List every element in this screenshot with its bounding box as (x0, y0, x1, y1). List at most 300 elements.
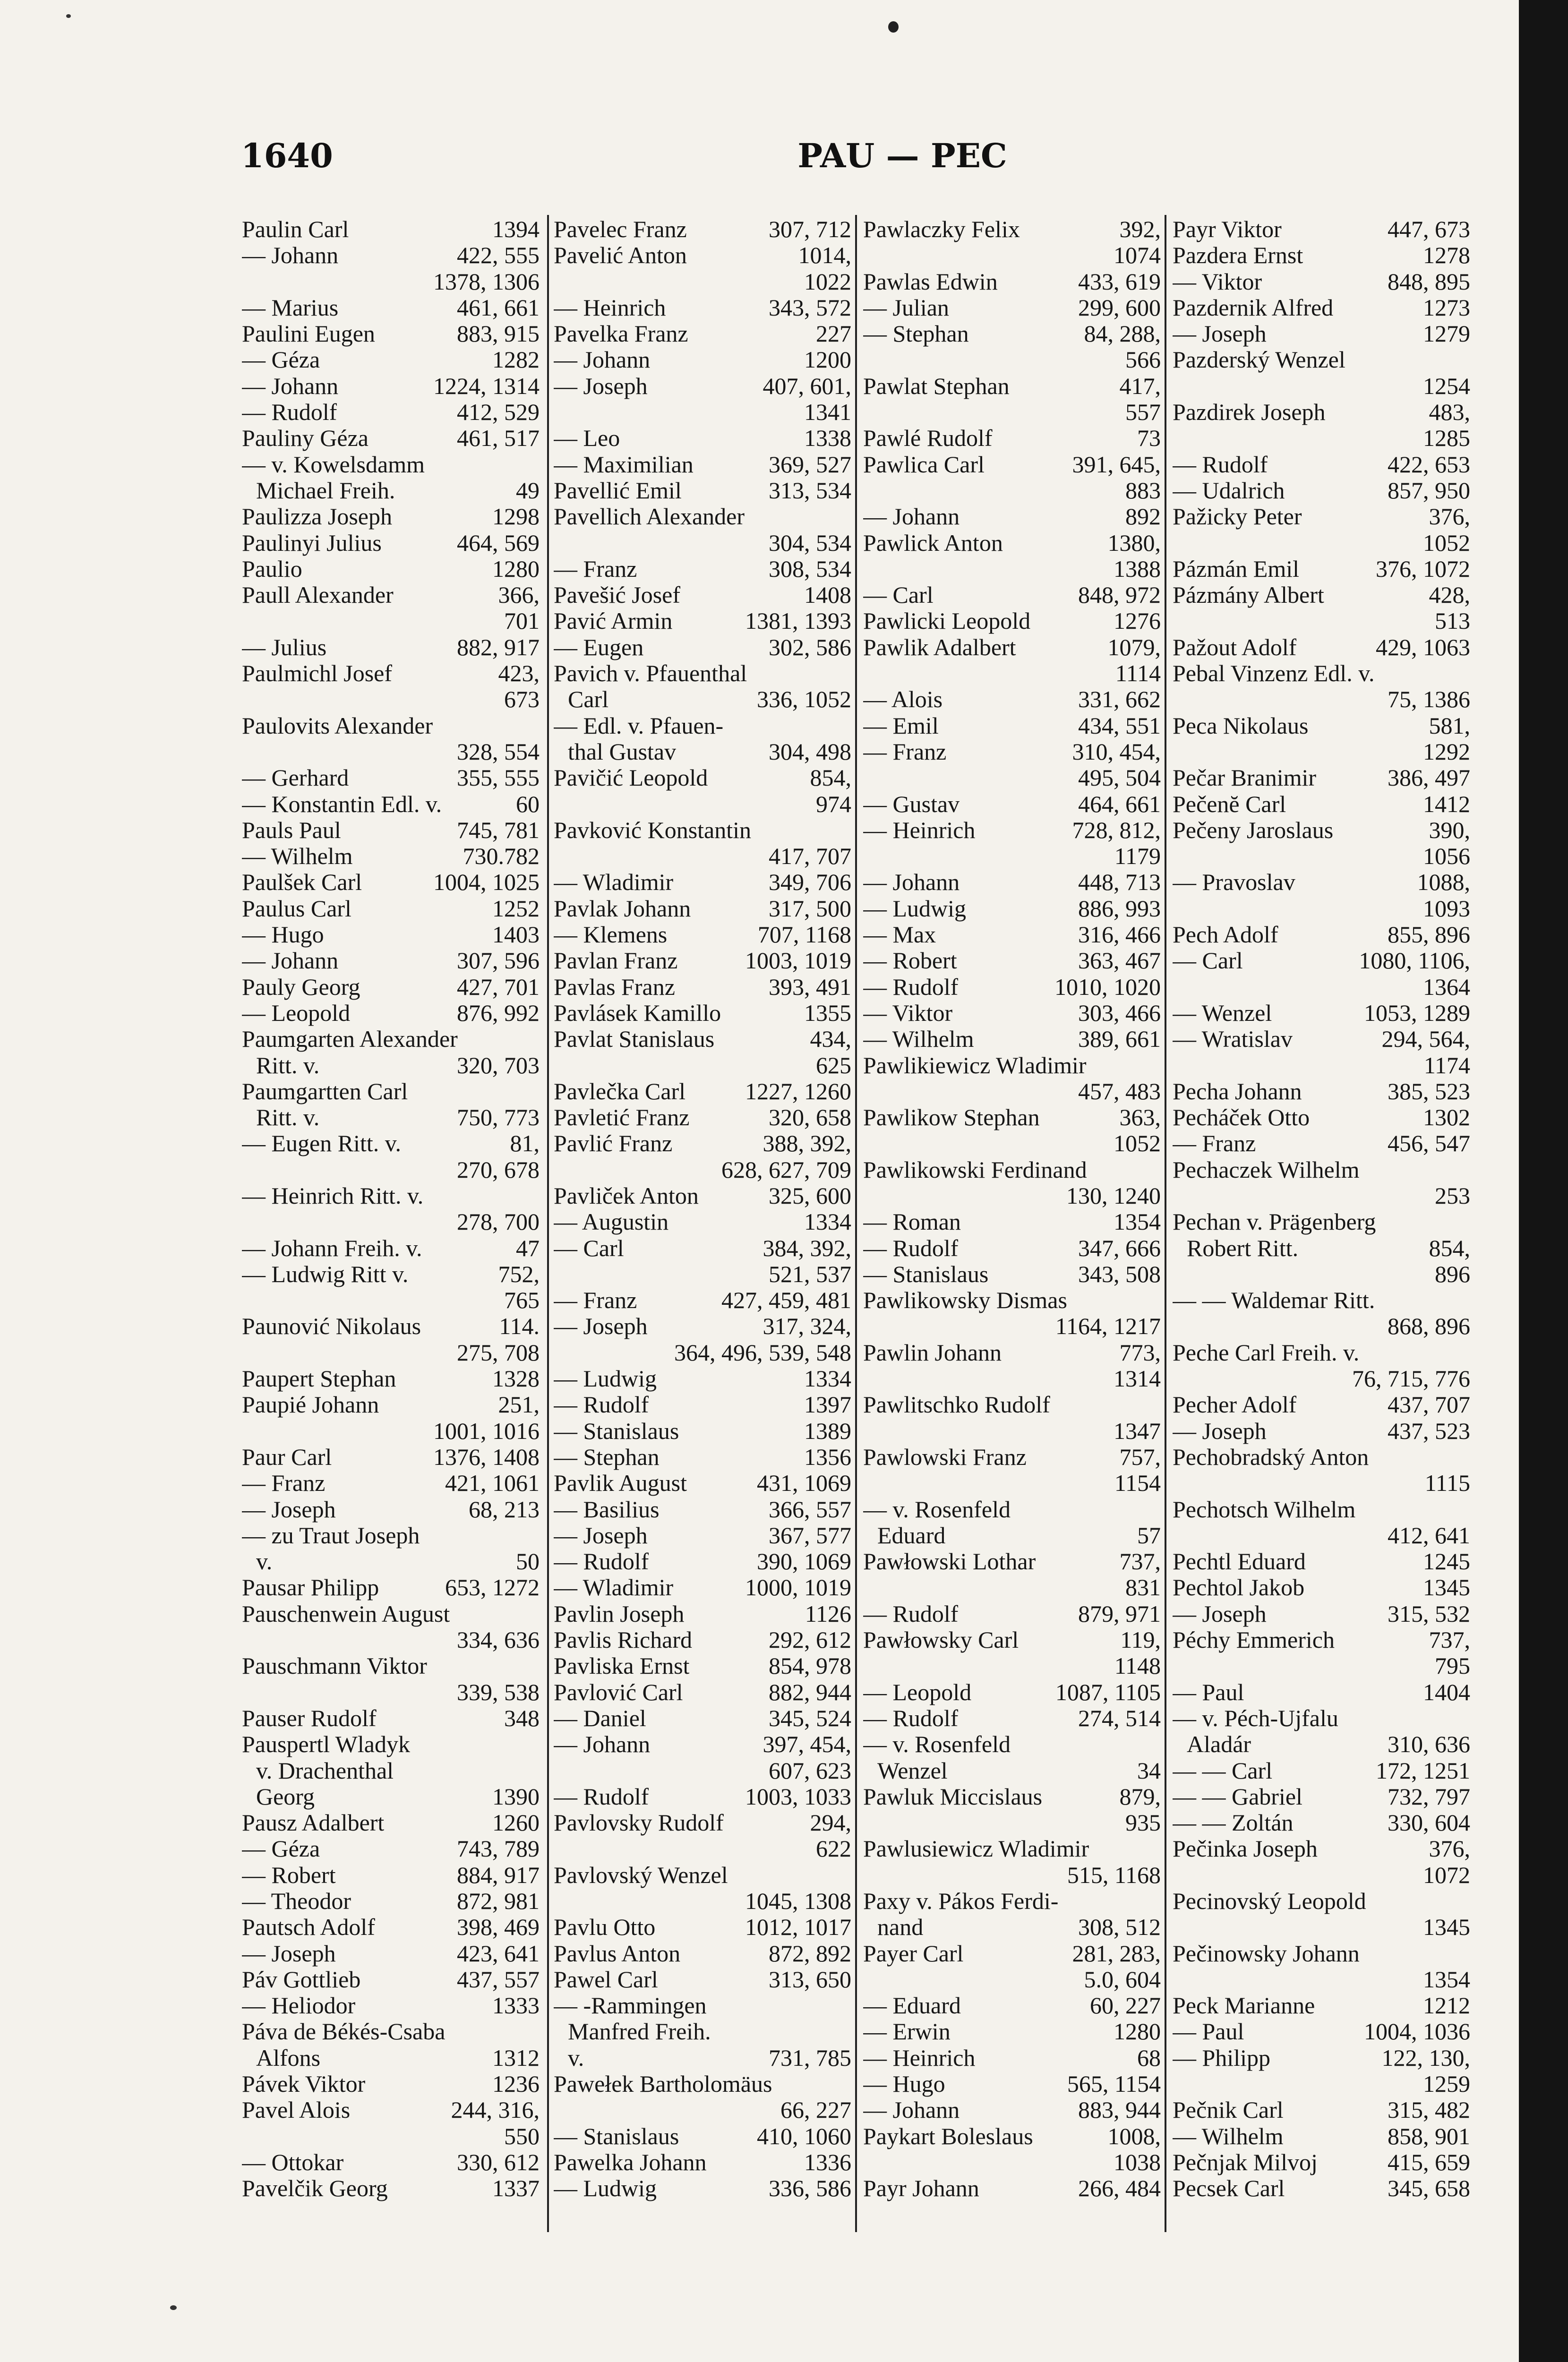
entry-pages: 1276 (1114, 608, 1161, 634)
entry-name: — Ludwig (863, 895, 967, 922)
entry-pages: 294, (810, 1809, 851, 1836)
entry-pages: 73 (1137, 425, 1161, 452)
index-entry (863, 2071, 1161, 2097)
entry-name: Pažout Adolf (1173, 634, 1297, 660)
entry-pages: 1345 (1423, 1574, 1470, 1601)
entry-name: Pawełek Bartholomäus (554, 2071, 772, 2097)
entry-name: — Johann (863, 869, 960, 896)
entry-name: — Johann (554, 347, 651, 373)
entry-pages: 317, 324, (763, 1313, 851, 1340)
index-entry (1173, 1157, 1470, 1183)
entry-pages: 1341 (804, 399, 851, 426)
entry-pages: 68 (1137, 2044, 1161, 2071)
index-entry (1173, 1705, 1470, 1731)
entry-name: Payr Johann (863, 2175, 979, 2202)
index-entry (242, 1888, 540, 1914)
entry-pages: 304, 534 (769, 529, 851, 556)
entry-name: Pečenĕ Carl (1173, 791, 1286, 817)
entry-name: Pawłowski Lothar (863, 1549, 1036, 1575)
entry-pages: 325, 600 (769, 1182, 851, 1209)
entry-name: — Hugo (242, 922, 324, 948)
index-entry (1173, 399, 1470, 425)
entry-pages: 423, (498, 660, 540, 687)
entry-pages: 1355 (804, 999, 851, 1026)
entry-name: Pech Adolf (1173, 922, 1278, 948)
index-entry (1173, 269, 1470, 295)
entry-name: v. Drachenthal (256, 1757, 394, 1784)
entry-name: Pawlikowsky Dismas (863, 1287, 1067, 1314)
index-entry (242, 869, 540, 895)
entry-name: Pávek Viktor (242, 2071, 366, 2097)
entry-pages: 389, 661 (1078, 1026, 1161, 1053)
entry-name: — Joseph (1173, 1418, 1267, 1444)
entry-pages: 1052 (1114, 1130, 1161, 1157)
entry-name: — Joseph (242, 1940, 336, 1967)
entry-name: Pazdera Ernst (1173, 242, 1303, 269)
index-entry (863, 269, 1161, 295)
entry-pages: 68, 213 (469, 1496, 540, 1523)
index-entry (554, 1313, 851, 1339)
entry-pages: 315, 532 (1388, 1600, 1470, 1627)
entry-pages: 795 (1435, 1652, 1470, 1679)
index-entry (242, 1967, 540, 1993)
entry-pages: 376, 1072 (1376, 555, 1470, 582)
entry-name: — — Waldemar Ritt. (1173, 1287, 1375, 1314)
entry-name: Pausz Adalbert (242, 1810, 385, 1836)
index-column-4 (1173, 216, 1470, 2224)
entry-pages: 1408 (804, 582, 851, 608)
entry-name: Pavlovský Wenzel (554, 1862, 728, 1888)
entry-pages: 566 (1125, 346, 1161, 373)
index-entry (863, 1836, 1161, 1862)
index-entry (242, 1418, 540, 1444)
entry-pages: 886, 993 (1078, 895, 1161, 922)
index-entry (863, 425, 1161, 451)
entry-pages: 270, 678 (457, 1156, 540, 1183)
index-entry (1173, 321, 1470, 347)
entry-pages: 334, 636 (457, 1626, 540, 1653)
entry-name: Pazdernik Alfred (1173, 294, 1334, 321)
entry-pages: 391, 645, (1072, 451, 1161, 478)
entry-name: — Rudolf (863, 1600, 959, 1627)
index-entry (863, 1287, 1161, 1313)
entry-pages: 5.0, 604 (1084, 1966, 1161, 1993)
scan-speck (66, 14, 71, 18)
index-entry (863, 504, 1161, 530)
index-entry (554, 1705, 851, 1731)
entry-name: — Viktor (863, 1000, 953, 1026)
entry-name: Paupié Johann (242, 1392, 379, 1418)
entry-name: Peck Marianne (1173, 1993, 1315, 2019)
index-entry (554, 2123, 851, 2149)
index-entry (863, 373, 1161, 399)
entry-pages: 393, 491 (769, 973, 851, 1000)
entry-pages: 307, 596 (457, 947, 540, 974)
index-entry (1173, 1967, 1470, 1993)
entry-name: Pavlas Franz (554, 974, 675, 1000)
index-entry (1173, 948, 1470, 974)
index-entry (242, 504, 540, 530)
index-entry (554, 1261, 851, 1287)
entry-pages: 1252 (492, 895, 540, 922)
entry-pages: 76, 715, 776 (1352, 1365, 1470, 1392)
entry-pages: 376, (1429, 503, 1470, 530)
entry-pages: 429, 1063 (1376, 633, 1470, 660)
entry-name: Pauls Paul (242, 817, 341, 843)
index-entry (554, 1392, 851, 1418)
entry-pages: 119, (1120, 1626, 1161, 1653)
entry-name: Paulinyi Julius (242, 530, 382, 556)
entry-pages: 1298 (492, 503, 540, 530)
entry-pages: 376, (1429, 1835, 1470, 1862)
index-entry (863, 869, 1161, 895)
index-entry (242, 1209, 540, 1235)
index-entry (554, 530, 851, 556)
entry-pages: 274, 514 (1078, 1704, 1161, 1731)
entry-name: — Paul (1173, 2019, 1244, 2045)
entry-pages: 1072 (1423, 1861, 1470, 1888)
entry-pages: 872, 892 (769, 1940, 851, 1967)
entry-name: — Gerhard (242, 765, 349, 791)
entry-name: Pecha Johann (1173, 1078, 1302, 1104)
entry-pages: 417, 707 (769, 843, 851, 870)
entry-name: Pawlica Carl (863, 451, 985, 478)
index-entry (1173, 817, 1470, 843)
entry-pages: 130, 1240 (1066, 1182, 1161, 1209)
entry-name: — Julian (863, 294, 949, 321)
index-entry (554, 1130, 851, 1156)
entry-name: Pečar Branimir (1173, 765, 1317, 791)
entry-pages: 701 (504, 608, 540, 634)
index-entry (1173, 1000, 1470, 1026)
entry-pages: 1333 (492, 1992, 540, 2019)
entry-pages: 308, 534 (769, 555, 851, 582)
entry-pages: 390, (1429, 816, 1470, 843)
index-entry (863, 1026, 1161, 1052)
entry-name: — Emil (863, 712, 939, 739)
index-entry (242, 1549, 540, 1575)
entry-name: — Leo (554, 425, 620, 452)
index-entry (554, 242, 851, 268)
entry-pages: 464, 661 (1078, 790, 1161, 817)
index-entry (1173, 713, 1470, 739)
index-entry (554, 1053, 851, 1078)
entry-pages: 336, 1052 (757, 686, 851, 713)
index-entry (242, 1653, 540, 1679)
index-entry (1173, 1235, 1470, 1261)
index-entry (1173, 1392, 1470, 1418)
entry-name: Pawlikowski Ferdinand (863, 1156, 1087, 1183)
index-entry (863, 1130, 1161, 1156)
entry-pages: 752, (498, 1260, 540, 1287)
entry-pages: 388, 392, (763, 1130, 851, 1157)
entry-pages: 565, 1154 (1067, 2071, 1161, 2097)
index-entry (554, 922, 851, 948)
entry-pages: 397, 454, (763, 1731, 851, 1758)
index-entry (1173, 1183, 1470, 1209)
index-entry (242, 1575, 540, 1600)
index-entry (242, 399, 540, 425)
index-entry (242, 1836, 540, 1862)
entry-name: — Joseph (554, 1313, 648, 1340)
index-entry (1173, 1601, 1470, 1627)
index-entry (1173, 2149, 1470, 2175)
entry-name: — Heinrich (863, 2045, 976, 2071)
entry-name: — Ottokar (242, 2149, 344, 2175)
entry-name: Pecinovský Leopold (1173, 1888, 1366, 1914)
index-entry (1173, 1470, 1470, 1496)
entry-name: Pavellić Emil (554, 477, 682, 504)
entry-name: — v. Rosenfeld (863, 1731, 1011, 1758)
entry-name: Pauspertl Wladyk (242, 1731, 410, 1758)
entry-pages: 1010, 1020 (1054, 973, 1161, 1000)
index-entry (554, 504, 851, 530)
entry-name: Michael Freih. (256, 477, 395, 504)
entry-pages: 317, 500 (769, 895, 851, 922)
index-entry (242, 791, 540, 817)
entry-pages: 294, 564, (1381, 1026, 1470, 1053)
index-entry (242, 216, 540, 242)
entry-pages: 854, (810, 764, 851, 791)
index-entry (554, 1523, 851, 1549)
entry-name: Pavlić Franz (554, 1130, 673, 1157)
entry-pages: 1224, 1314 (433, 372, 540, 399)
entry-pages: 1174 (1423, 1052, 1470, 1078)
entry-name: — Rudolf (554, 1783, 649, 1810)
entry-name: Ritt. v. (256, 1052, 320, 1078)
entry-pages: 879, (1119, 1783, 1161, 1810)
entry-pages: 1126 (805, 1600, 851, 1627)
entry-pages: 1354 (1114, 1208, 1161, 1235)
index-entry (554, 1078, 851, 1104)
entry-name: Pavlus Anton (554, 1940, 681, 1967)
index-entry (1173, 1784, 1470, 1810)
entry-pages: 1001, 1016 (433, 1417, 540, 1444)
index-entry (554, 1157, 851, 1183)
entry-pages: 412, 529 (457, 399, 540, 426)
entry-name: — Maximilian (554, 451, 694, 478)
entry-pages: 345, 658 (1388, 2175, 1470, 2202)
index-entry (554, 1287, 851, 1313)
entry-pages: 581, (1429, 712, 1470, 739)
index-entry (863, 2045, 1161, 2071)
index-entry (242, 739, 540, 765)
index-entry (1173, 634, 1470, 660)
index-entry (863, 1993, 1161, 2019)
entry-name: — Stanislaus (554, 2123, 679, 2149)
index-entry (554, 1758, 851, 1784)
entry-pages: 1074 (1114, 242, 1161, 269)
index-entry (242, 922, 540, 948)
index-entry (1173, 556, 1470, 582)
index-entry (554, 2175, 851, 2201)
entry-pages: 410, 1060 (757, 2122, 851, 2149)
index-entry (1173, 1261, 1470, 1287)
index-entry (242, 321, 540, 347)
entry-pages: 1337 (492, 2175, 540, 2202)
index-entry (242, 1601, 540, 1627)
index-entry (242, 242, 540, 268)
index-entry (863, 1575, 1161, 1600)
entry-pages: 292, 612 (769, 1626, 851, 1653)
entry-name: Payer Carl (863, 1940, 964, 1967)
entry-pages: 349, 706 (769, 869, 851, 896)
entry-pages: 316, 466 (1078, 921, 1161, 948)
index-entry (1173, 765, 1470, 791)
entry-pages: 366, (498, 582, 540, 608)
entry-pages: 227 (816, 320, 851, 347)
index-entry (863, 1627, 1161, 1653)
index-entry (242, 2097, 540, 2123)
index-entry (1173, 2019, 1470, 2045)
entry-pages: 1364 (1423, 973, 1470, 1000)
entry-pages: 447, 673 (1388, 216, 1470, 242)
entry-pages: 750, 773 (457, 1104, 540, 1131)
index-entry (863, 1523, 1161, 1549)
index-entry (554, 1810, 851, 1836)
entry-pages: 266, 484 (1078, 2175, 1161, 2202)
index-entry (863, 1705, 1161, 1731)
index-entry (863, 1862, 1161, 1888)
index-entry (554, 660, 851, 686)
index-entry (1173, 1026, 1470, 1052)
entry-name: — Géza (242, 1836, 320, 1862)
index-entry (554, 425, 851, 451)
entry-name: Pawlick Anton (863, 530, 1003, 556)
index-entry (242, 634, 540, 660)
entry-pages: 1008, (1107, 2122, 1161, 2149)
entry-name: Pechaczek Wilhelm (1173, 1156, 1360, 1183)
index-entry (554, 896, 851, 922)
entry-name: — Johann (863, 2097, 960, 2123)
entry-name: Carl (568, 686, 609, 713)
index-entry (242, 347, 540, 373)
index-entry (242, 1235, 540, 1261)
index-entry (863, 1366, 1161, 1392)
entry-pages: 1014, (798, 242, 851, 269)
entry-name: Peca Nikolaus (1173, 712, 1309, 739)
index-entry (863, 1967, 1161, 1993)
index-entry (554, 1549, 851, 1575)
entry-pages: 384, 392, (763, 1234, 851, 1261)
entry-name: Páv Gottlieb (242, 1966, 361, 1993)
index-entry (863, 2019, 1161, 2045)
entry-pages: 1404 (1423, 1678, 1470, 1705)
entry-name: Pavliček Anton (554, 1182, 699, 1209)
entry-name: Pautsch Adolf (242, 1914, 375, 1941)
index-entry (1173, 1888, 1470, 1914)
index-entry (554, 634, 851, 660)
entry-name: Pavičić Leopold (554, 765, 708, 791)
index-entry (554, 686, 851, 712)
entry-name: — Pravoslav (1173, 869, 1295, 896)
entry-name: — Stanislaus (863, 1261, 989, 1287)
entry-pages: 34 (1137, 1757, 1161, 1784)
entry-pages: 299, 600 (1078, 294, 1161, 321)
index-entry (554, 1679, 851, 1705)
entry-name: — Carl (554, 1235, 624, 1261)
index-entry (863, 399, 1161, 425)
entry-pages: 320, 703 (457, 1052, 540, 1078)
entry-pages: 1280 (492, 555, 540, 582)
entry-pages: 66, 227 (780, 2097, 851, 2123)
index-entry (863, 478, 1161, 504)
entry-pages: 1334 (804, 1365, 851, 1392)
index-entry (554, 321, 851, 347)
entry-name: nand (877, 1914, 924, 1941)
index-entry (242, 817, 540, 843)
entry-pages: 628, 627, 709 (721, 1156, 851, 1183)
entry-pages: 1334 (804, 1208, 851, 1235)
entry-name: — Carl (863, 582, 934, 608)
entry-pages: 935 (1125, 1809, 1161, 1836)
entry-name: Paulus Carl (242, 895, 351, 922)
index-entry (554, 1183, 851, 1209)
entry-pages: 868, 896 (1388, 1313, 1470, 1340)
entry-pages: 1115 (1424, 1470, 1470, 1497)
page-number: 1640 (241, 136, 333, 175)
entry-name: — Ludwig (554, 2175, 657, 2202)
entry-name: Paumgarten Alexander (242, 1026, 458, 1053)
entry-name: Pavlat Stanislaus (554, 1026, 715, 1053)
entry-pages: 172, 1251 (1376, 1757, 1470, 1784)
entry-pages: 1004, 1036 (1364, 2018, 1470, 2045)
entry-name: Pawlas Edwin (863, 268, 998, 295)
entry-name: — v. Péch-Ujfalu (1173, 1705, 1338, 1731)
index-entry (242, 530, 540, 556)
entry-name: — Konstantin Edl. v. (242, 791, 442, 817)
index-entry (1173, 1418, 1470, 1444)
entry-pages: 1381, 1393 (745, 608, 851, 634)
index-entry (554, 1784, 851, 1810)
index-entry (1173, 2123, 1470, 2149)
entry-pages: 355, 555 (457, 764, 540, 791)
index-entry (554, 269, 851, 295)
index-entry (863, 1418, 1161, 1444)
index-entry (242, 1000, 540, 1026)
index-entry (554, 608, 851, 634)
index-entry (1173, 1549, 1470, 1575)
entry-pages: 1354 (1423, 1966, 1470, 1993)
index-entry (1173, 843, 1470, 869)
index-entry (1173, 1575, 1470, 1600)
index-entry (554, 1366, 851, 1392)
entry-pages: 1052 (1423, 529, 1470, 556)
entry-name: — Heinrich (863, 817, 976, 843)
index-entry (1173, 1914, 1470, 1940)
index-entry (1173, 2097, 1470, 2123)
index-entry (554, 1575, 851, 1600)
entry-pages: 320, 658 (769, 1104, 851, 1131)
entry-name: — Klemens (554, 922, 668, 948)
entry-pages: 1302 (1423, 1104, 1470, 1131)
entry-name: Pečnik Carl (1173, 2097, 1284, 2123)
entry-pages: 1200 (804, 346, 851, 373)
entry-pages: 1403 (492, 921, 540, 948)
index-entry (242, 1497, 540, 1523)
entry-pages: 1260 (492, 1809, 540, 1836)
entry-name: — Johann (863, 504, 960, 530)
index-entry (863, 1183, 1161, 1209)
index-entry (1173, 869, 1470, 895)
entry-pages: 347, 666 (1078, 1234, 1161, 1261)
index-entry (1173, 1209, 1470, 1235)
index-entry (554, 2045, 851, 2071)
entry-name: Pavković Konstantin (554, 817, 752, 843)
entry-name: — Robert (242, 1862, 336, 1888)
entry-name: Pavlin Joseph (554, 1600, 685, 1627)
entry-name: — Rudolf (1173, 451, 1268, 478)
